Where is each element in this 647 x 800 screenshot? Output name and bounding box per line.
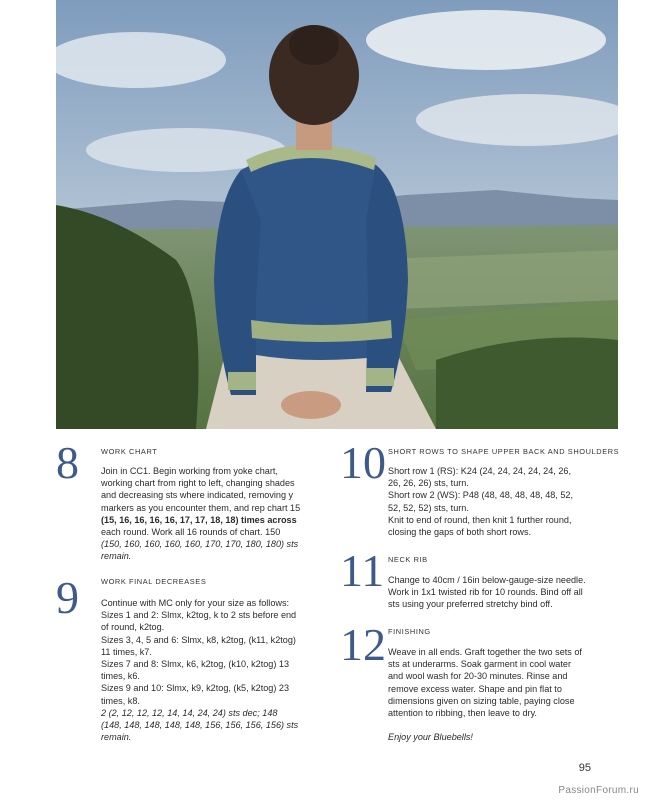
step-line: Work in 1x1 twisted rib for 10 rounds. Bind off all (388, 587, 583, 598)
step-body (101, 465, 321, 563)
step-heading: NECK RIB (388, 555, 428, 564)
step-line: Weave in all ends. Graft together the two sets of (388, 647, 582, 657)
step-line: times, k8. (101, 695, 140, 706)
step-line: remove excess water. Shape and pin flat to (388, 683, 562, 694)
step-number: 10 (340, 437, 386, 488)
step-body (101, 597, 321, 743)
photo-illustration (56, 0, 618, 429)
step-body (388, 646, 613, 743)
step-line: Short row 2 (WS): P48 (48, 48, 48, 48, 48, 52, (388, 490, 574, 501)
step-line: Short row 1 (RS): K24 (24, 24, 24, 24, 24, 26, (388, 466, 571, 476)
step-line: 26, 26, 26) sts, turn. (388, 478, 469, 489)
step-line: remain. (101, 551, 132, 562)
step-line: each round. Work all 16 rounds of chart. 150 (101, 527, 281, 538)
step-line: Change to 40cm / 16in below-gauge-size needle. (388, 575, 586, 585)
step-line: dimensions given on sizing table, paying close (388, 695, 575, 706)
step-heading: WORK CHART (101, 447, 158, 456)
step-line: (15, 16, 16, 16, 16, 17, 17, 18, 18) times across (101, 514, 297, 525)
step-line: Knit to end of round, then knit 1 further round, (388, 514, 572, 525)
step-body (388, 574, 613, 611)
step-line: attention to ribbing, then leave to dry. (388, 708, 537, 719)
step-line: sts at underarms. Soak garment in cool water (388, 659, 571, 670)
step-heading: WORK FINAL DECREASES (101, 577, 207, 586)
step-line: of round, k2tog. (101, 622, 165, 633)
step-heading: SHORT ROWS TO SHAPE UPPER BACK AND SHOULDERS (388, 447, 620, 456)
step-line: times, k6. (101, 671, 140, 682)
step-line: and wool wash for 20-30 minutes. Rinse and (388, 671, 568, 682)
step-number: 9 (56, 572, 79, 623)
step-line: Continue with MC only for your size as follows: (101, 598, 290, 608)
step-line: Sizes 9 and 10: Slmx, k9, k2tog, (k5, k2tog) 23 (101, 683, 290, 694)
page-number: 95 (578, 762, 591, 774)
step-line: working chart from right to left, changing shades (101, 478, 295, 489)
step-line: 52, 52, 52) sts, turn. (388, 502, 469, 513)
step-line: sts using your preferred stretchy bind off. (388, 599, 553, 610)
step-number: 8 (56, 437, 79, 488)
step-line: (148, 148, 148, 148, 148, 156, 156, 156, 156) sts (101, 720, 299, 731)
step-line (388, 719, 613, 731)
hero-photo (56, 0, 618, 429)
step-line: remain. (101, 732, 132, 743)
step-line: Enjoy your Bluebells! (388, 732, 473, 743)
step-heading: FINISHING (388, 627, 431, 636)
watermark: PassionForum.ru (558, 785, 639, 796)
step-line: markers as you encounter them, and rep chart 15 (101, 502, 301, 513)
step-line: Sizes 3, 4, 5 and 6: Slmx, k8, k2tog, (k11, k2tog) (101, 634, 296, 645)
step-line: Join in CC1. Begin working from yoke chart, (101, 466, 278, 476)
step-line: 2 (2, 12, 12, 12, 14, 14, 24, 24) sts dec; 148 (101, 707, 278, 718)
step-number: 12 (340, 619, 386, 670)
step-line: and decreasing sts where indicated, removing y (101, 490, 294, 501)
step-body (388, 465, 613, 538)
step-line: (150, 160, 160, 160, 160, 170, 170, 180, 180) sts (101, 539, 299, 550)
step-number: 11 (340, 545, 385, 596)
step-line: Sizes 1 and 2: Slmx, k2tog, k to 2 sts before end (101, 610, 297, 621)
step-line: closing the gaps of both short rows. (388, 527, 532, 538)
step-line: 11 times, k7. (101, 646, 152, 657)
step-line: Sizes 7 and 8: Slmx, k6, k2tog, (k10, k2tog) 13 (101, 659, 290, 670)
